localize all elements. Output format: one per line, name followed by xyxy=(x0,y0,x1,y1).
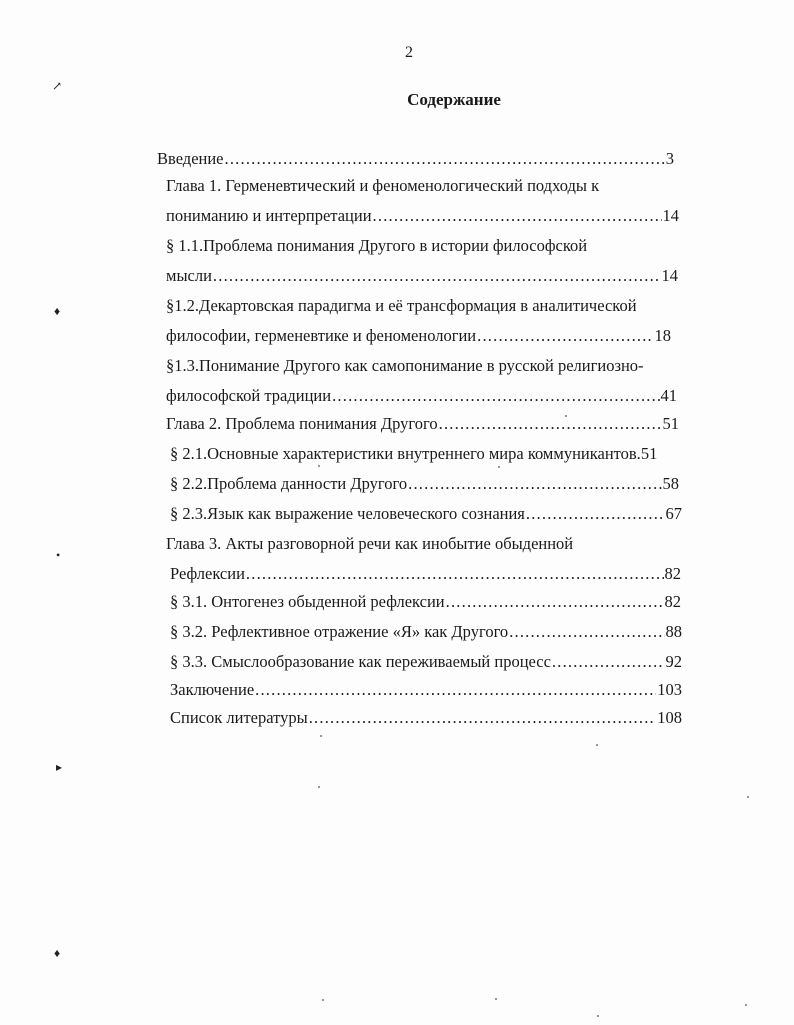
toc-entry-conclusion xyxy=(170,678,682,702)
toc-leader-dots xyxy=(477,324,653,348)
toc-entry-text: § 3.1. Онтогенез обыденной рефлексии xyxy=(170,592,445,611)
toc-page-number: 18 xyxy=(654,326,671,345)
toc-entry-text: §1.2.Декартовская парадигма и её трансформация в аналитической xyxy=(166,296,637,315)
scan-speck xyxy=(495,998,497,1000)
toc-entry-text: § 3.2. Рефлективное отражение «Я» как Другого xyxy=(170,622,509,641)
toc-entry-text: § 2.2.Проблема данности Другого xyxy=(170,474,408,493)
scan-speck xyxy=(597,1015,599,1017)
toc-entry-text: философии, герменевтике и феноменологии xyxy=(166,326,477,345)
scan-artifact-mark: ▸ xyxy=(56,760,63,774)
toc-entry-section-1-1 xyxy=(166,264,678,288)
toc-leader-dots xyxy=(225,147,665,171)
toc-entry-chapter-1 xyxy=(166,204,679,228)
toc-entry-section-3-3 xyxy=(170,650,682,674)
toc-entry-section-1-3 xyxy=(166,384,677,408)
scan-artifact-mark: ↗ xyxy=(52,79,63,93)
scan-artifact-mark: • xyxy=(56,548,61,562)
scan-speck xyxy=(318,786,320,788)
scan-speck xyxy=(320,735,322,737)
toc-entry-text: Глава 2. Проблема понимания Другого xyxy=(166,414,438,433)
toc-leader-dots xyxy=(509,620,664,644)
scan-speck xyxy=(596,744,598,746)
toc-page-number: 108 xyxy=(657,708,682,727)
toc-page-number: 41 xyxy=(660,386,677,405)
toc-entry-chapter-2 xyxy=(166,412,679,436)
page-title: Содержание xyxy=(407,90,501,109)
toc-entry-section-2-2 xyxy=(170,472,679,496)
toc-page-number: 82 xyxy=(664,564,681,583)
toc-entry-section-2-1 xyxy=(170,442,690,466)
scan-speck xyxy=(322,999,324,1001)
toc-entry-section-3-2 xyxy=(170,620,682,644)
toc-entry-section-1-3-line1 xyxy=(166,354,686,378)
toc-entry-section-3-1 xyxy=(170,590,681,614)
toc-entry-text: философской традиции xyxy=(166,386,332,405)
toc-page-number: 58 xyxy=(662,474,679,493)
toc-entry-chapter-3 xyxy=(170,562,681,586)
scan-speck xyxy=(565,415,567,417)
toc-page-number: 14 xyxy=(662,206,679,225)
toc-entry-text: § 3.3. Смыслообразование как переживаемый процесс xyxy=(170,652,551,671)
toc-leader-dots xyxy=(552,650,665,674)
toc-page-number: 103 xyxy=(657,680,682,699)
toc-page-number: 3 xyxy=(665,149,674,168)
toc-leader-dots xyxy=(246,562,664,586)
toc-page-number: 51 xyxy=(662,414,679,433)
toc-entry-text: Глава 1. Герменевтический и феноменологический подходы к xyxy=(166,176,600,195)
toc-leader-dots xyxy=(439,412,662,436)
toc-page-number: 82 xyxy=(664,592,681,611)
toc-leader-dots xyxy=(373,204,662,228)
scan-artifact-mark: ♦ xyxy=(54,304,61,318)
toc-entry-text: пониманию и интерпретации xyxy=(166,206,372,225)
toc-entry-text: Введение xyxy=(157,149,224,168)
toc-entry-text: мысли xyxy=(166,266,212,285)
toc-entry-text: Рефлексии xyxy=(170,564,245,583)
toc-entry-section-1-2-line1 xyxy=(166,294,686,318)
toc-leader-dots xyxy=(213,264,661,288)
toc-leader-dots xyxy=(526,502,665,526)
scan-speck xyxy=(745,1004,747,1006)
toc-leader-dots xyxy=(446,590,664,614)
toc-entry-text: §1.3.Понимание Другого как самопонимание в русской религиозно- xyxy=(166,356,644,375)
toc-entry-references xyxy=(170,706,682,730)
toc-leader-dots xyxy=(332,384,659,408)
toc-page-number: 51 xyxy=(640,444,658,463)
toc-entry-text: § 2.3.Язык как выражение человеческого сознания xyxy=(170,504,525,523)
toc-entry-text: Заключение xyxy=(170,680,255,699)
scan-speck xyxy=(747,796,749,798)
toc-page-number: 88 xyxy=(665,622,682,641)
toc-entry-section-1-2 xyxy=(166,324,671,348)
toc-page-number: 14 xyxy=(661,266,678,285)
toc-entry-text: § 1.1.Проблема понимания Другого в истории философской xyxy=(166,236,588,255)
toc-leader-dots xyxy=(255,678,656,702)
toc-entry-text: Глава 3. Акты разговорной речи как инобытие обыденной xyxy=(166,534,574,553)
scan-speck xyxy=(498,466,500,468)
toc-leader-dots xyxy=(309,706,657,730)
toc-entry-intro xyxy=(157,147,674,171)
toc-page-number: 67 xyxy=(665,504,682,523)
scan-artifact-mark: ♦ xyxy=(54,946,61,960)
toc-entry-section-2-3 xyxy=(170,502,682,526)
toc-page-number: 92 xyxy=(665,652,682,671)
scan-speck xyxy=(318,465,320,467)
toc-entry-chapter-1-line1 xyxy=(166,174,686,198)
toc-entry-section-1-1-line1 xyxy=(166,234,686,258)
toc-leader-dots xyxy=(408,472,661,496)
page-number: 2 xyxy=(405,44,413,61)
toc-entry-chapter-3-line1 xyxy=(166,532,686,556)
toc-entry-text: § 2.1.Основные характеристики внутреннего мира коммуникантов. xyxy=(170,444,641,463)
toc-entry-text: Список литературы xyxy=(170,708,308,727)
